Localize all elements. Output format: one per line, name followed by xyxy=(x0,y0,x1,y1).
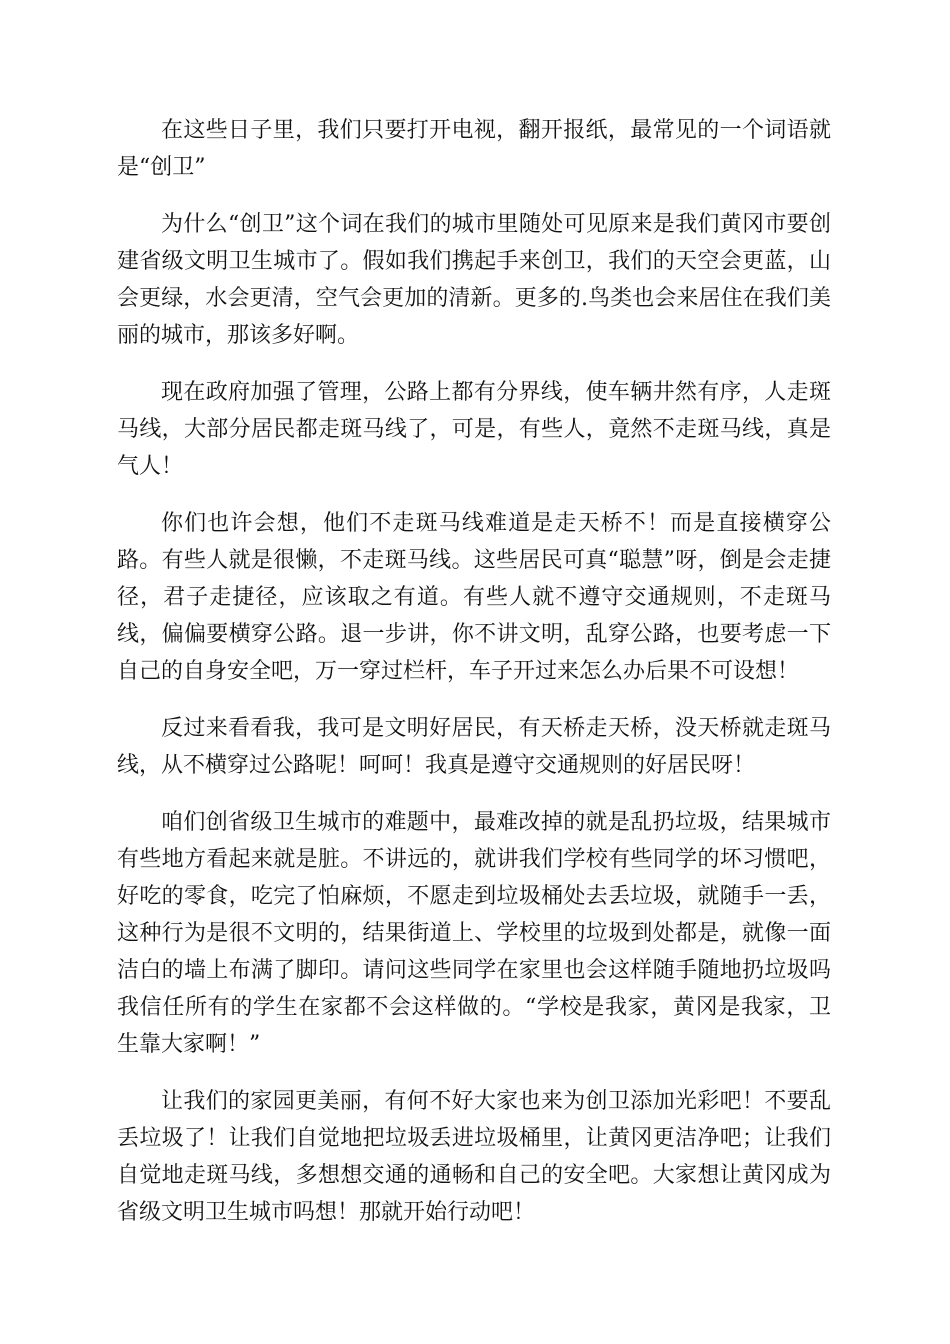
paragraph-3: 现在政府加强了管理，公路上都有分界线，使车辆井然有序，人走斑马线，大部分居民都走斑马线了，可是，有些人，竟然不走斑马线，真是气人！ xyxy=(117,380,831,479)
essay-body xyxy=(117,112,831,1251)
paragraph-4: 你们也许会想，他们不走斑马线难道是走天桥不！而是直接横穿公路。有些人就是很懒，不走斑马线。这些居民可真“聪慧”呀，倒是会走捷径，君子走捷径，应该取之有道。有些人就不遵守交通规则，不走斑马线，偏偏要横穿公路。退一步讲，你不讲文明，乱穿公路，也要考虑一下自己的自身安全吧，万一穿过栏杆，车子开过来怎么办后果不可设想！ xyxy=(117,511,831,684)
paragraph-2: 为什么“创卫”这个词在我们的城市里随处可见原来是我们黄冈市要创建省级文明卫生城市了。假如我们携起手来创卫，我们的天空会更蓝，山会更绿，水会更清，空气会更加的清新。更多的.鸟类也会来居住在我们美丽的城市，那该多好啊。 xyxy=(117,212,831,348)
paragraph-1: 在这些日子里，我们只要打开电视，翻开报纸，最常见的一个词语就是“创卫” xyxy=(117,118,831,180)
paragraph-7: 让我们的家园更美丽，有何不好大家也来为创卫添加光彩吧！不要乱丢垃圾了！让我们自觉地把垃圾丢进垃圾桶里，让黄冈更洁净吧；让我们自觉地走斑马线，多想想交通的通畅和自己的安全吧。大家想让黄冈成为省级文明卫生城市吗想！那就开始行动吧！ xyxy=(117,1089,831,1225)
paragraph-6: 咱们创省级卫生城市的难题中，最难改掉的就是乱扔垃圾，结果城市有些地方看起来就是脏。不讲远的，就讲我们学校有些同学的坏习惯吧，好吃的零食，吃完了怕麻烦，不愿走到垃圾桶处去丢垃圾，就随手一丢，这种行为是很不文明的，结果街道上、学校里的垃圾到处都是，就像一面洁白的墙上布满了脚印。请问这些同学在家里也会这样随手随地扔垃圾吗我信任所有的学生在家都不会这样做的。“学校是我家，黄冈是我家，卫生靠大家啊！” xyxy=(117,810,831,1057)
paragraph-5: 反过来看看我，我可是文明好居民，有天桥走天桥，没天桥就走斑马线，从不横穿过公路呢！呵呵！我真是遵守交通规则的好居民呀！ xyxy=(117,716,831,778)
